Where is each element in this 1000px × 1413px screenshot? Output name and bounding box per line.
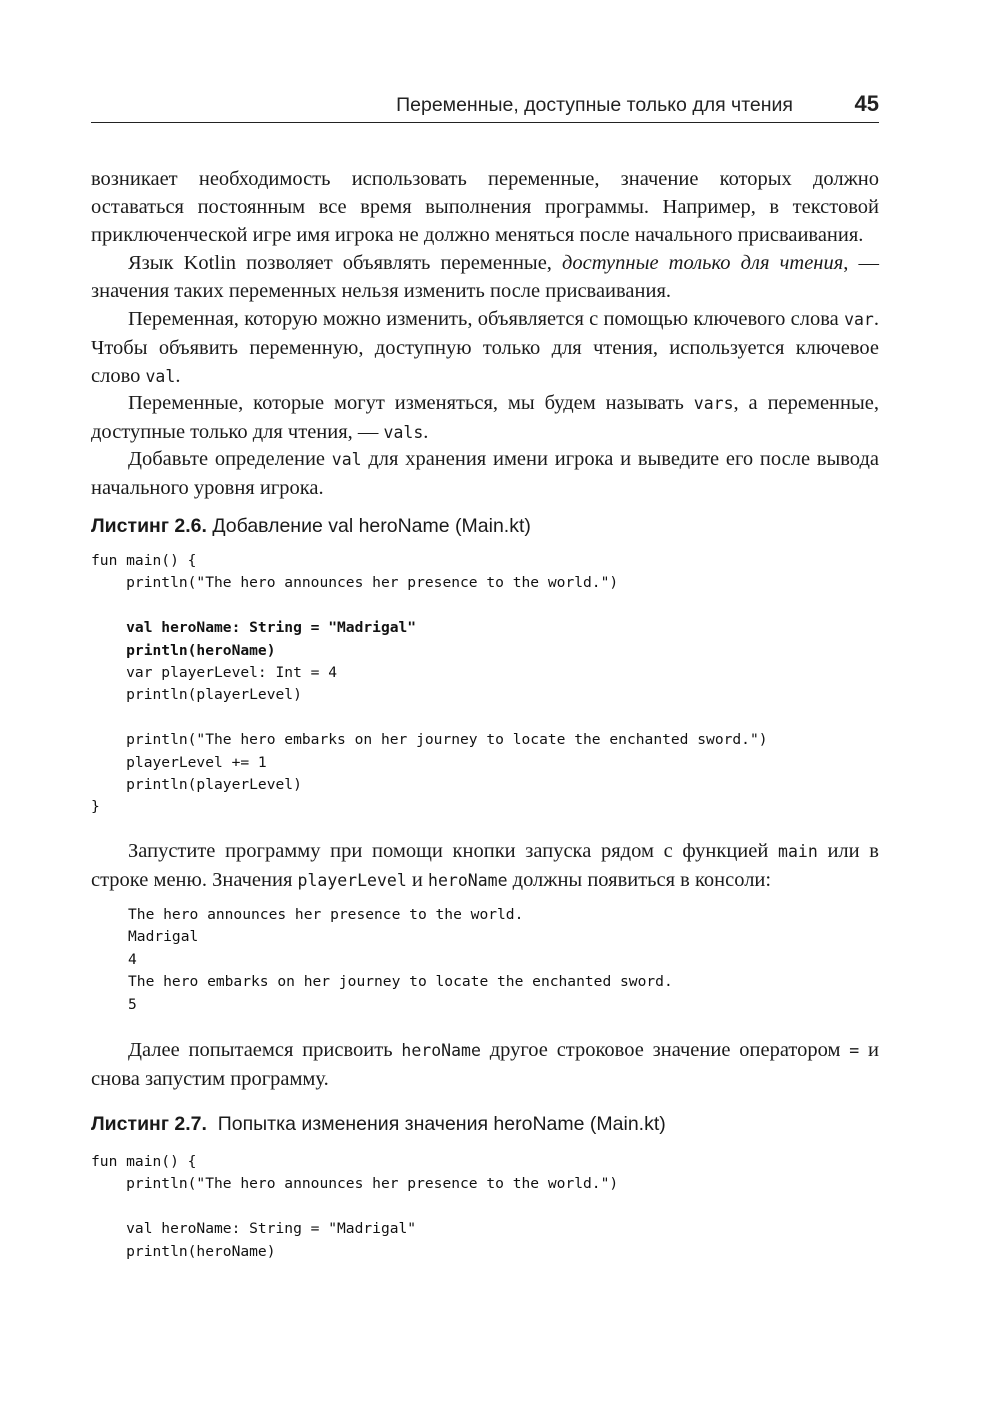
paragraph-4-text-a: Переменные, которые могут изменяться, мы будем называть xyxy=(128,392,694,414)
listing-2-7-title: Попытка изменения значения heroName (Main.kt) xyxy=(206,1113,666,1135)
inline-code-playerlevel: playerLevel xyxy=(297,871,407,890)
console-line: 4 xyxy=(128,950,137,968)
listing-2-6-title: Добавление val heroName (Main.kt) xyxy=(206,515,531,537)
paragraph-5-text-a: Добавьте определение xyxy=(128,448,332,470)
console-line: The hero announces her presence to the world. xyxy=(128,906,524,923)
paragraph-5-text-b: для хранения имени игрока и выведите его после вывода начального уровня игрока. xyxy=(91,448,879,499)
running-header xyxy=(91,86,879,123)
paragraph-7-text-a: Далее попытаемся присвоить xyxy=(128,1039,402,1061)
listing-2-7-label: Листинг 2.7. xyxy=(91,1113,207,1135)
listing-2-7-caption xyxy=(91,1113,666,1136)
paragraph-1-text: возникает необходимость использовать переменные, значение которых должно оставаться постоянным все время выполнения программы. Например, в текстовой приключенческой игре имя игрока не должно меняться после начального присваивания. xyxy=(91,168,879,246)
paragraph-7-text-b: другое строковое значение оператором xyxy=(480,1039,850,1061)
inline-code-val-2: val xyxy=(331,450,362,469)
code-line: var playerLevel: Int = 4 xyxy=(91,663,338,681)
paragraph-2-text-b: , — значения таких переменных нельзя изменить после присваивания. xyxy=(91,252,880,302)
code-line-highlighted: println(heroName) xyxy=(91,641,276,659)
paragraph-7-text-c: и снова запустим программу. xyxy=(91,1039,879,1090)
paragraph-2-emphasis: доступные только для чтения xyxy=(562,252,844,274)
inline-code-main: main xyxy=(778,842,818,861)
paragraph-4 xyxy=(91,389,879,447)
code-line: println(playerLevel) xyxy=(91,686,302,704)
listing-2-6-code xyxy=(91,550,768,819)
page-number: 45 xyxy=(854,91,879,116)
code-line: } xyxy=(91,798,100,816)
listing-2-6-label: Листинг 2.6. xyxy=(91,515,207,537)
code-line: println(heroName) xyxy=(91,1242,276,1260)
console-line: Madrigal xyxy=(128,928,199,946)
console-line: 5 xyxy=(128,995,137,1013)
listing-2-6-caption xyxy=(91,515,531,538)
paragraph-6-text-a: Запустите программу при помощи кнопки запуска рядом с функцией xyxy=(128,840,779,862)
code-line: fun main() { xyxy=(91,1153,197,1170)
paragraph-2 xyxy=(91,249,879,305)
paragraph-3-text-a: Переменная, которую можно изменить, объявляется с помощью ключевого слова xyxy=(128,308,845,330)
paragraph-1 xyxy=(91,165,879,249)
paragraph-6-text-b: или в строке меню. Значения xyxy=(91,840,879,891)
code-line: playerLevel += 1 xyxy=(91,753,267,771)
paragraph-6 xyxy=(91,837,879,895)
code-line: println("The hero embarks on her journey to locate the enchanted sword.") xyxy=(91,731,768,749)
code-line: println("The hero announces her presence to the world.") xyxy=(91,1175,619,1193)
code-line: println("The hero announces her presence to the world.") xyxy=(91,574,619,592)
code-line: val heroName: String = "Madrigal" xyxy=(91,1220,417,1238)
paragraph-4-text-b: , а переменные, доступные только для чтения, — xyxy=(91,392,879,443)
inline-code-vals: vals xyxy=(383,423,424,442)
code-line xyxy=(91,595,768,617)
inline-code-heroname-2: heroName xyxy=(401,1041,481,1060)
console-output xyxy=(128,904,673,1016)
code-line xyxy=(91,707,768,729)
code-line: println(playerLevel) xyxy=(91,775,302,793)
console-line: The hero embarks on her journey to locate the enchanted sword. xyxy=(128,973,673,991)
paragraph-5 xyxy=(91,445,879,502)
paragraph-3-text-b: . Чтобы объявить переменную, доступную только для чтения, используется ключевое слово xyxy=(91,308,879,387)
inline-code-equals: = xyxy=(849,1041,860,1060)
paragraph-6-text-c: и xyxy=(406,869,429,891)
paragraph-6-text-d: должны появиться в консоли: xyxy=(507,869,772,891)
code-line-highlighted: val heroName: String = "Madrigal" xyxy=(91,619,417,637)
listing-2-7-code xyxy=(91,1151,618,1263)
paragraph-4-text-c: . xyxy=(423,421,429,443)
inline-code-heroname: heroName xyxy=(428,871,508,890)
code-line xyxy=(91,1196,618,1218)
code-line: fun main() { xyxy=(91,552,197,569)
inline-code-val: val xyxy=(145,367,176,386)
paragraph-7 xyxy=(91,1036,879,1093)
paragraph-3 xyxy=(91,305,879,391)
paragraph-3-text-c: . xyxy=(175,365,181,387)
inline-code-var: var xyxy=(844,310,874,329)
running-header-title: Переменные, доступные только для чтения xyxy=(396,94,793,116)
inline-code-vars: vars xyxy=(693,394,734,413)
paragraph-2-text-a: Язык Kotlin позволяет объявлять переменные, xyxy=(128,252,563,274)
